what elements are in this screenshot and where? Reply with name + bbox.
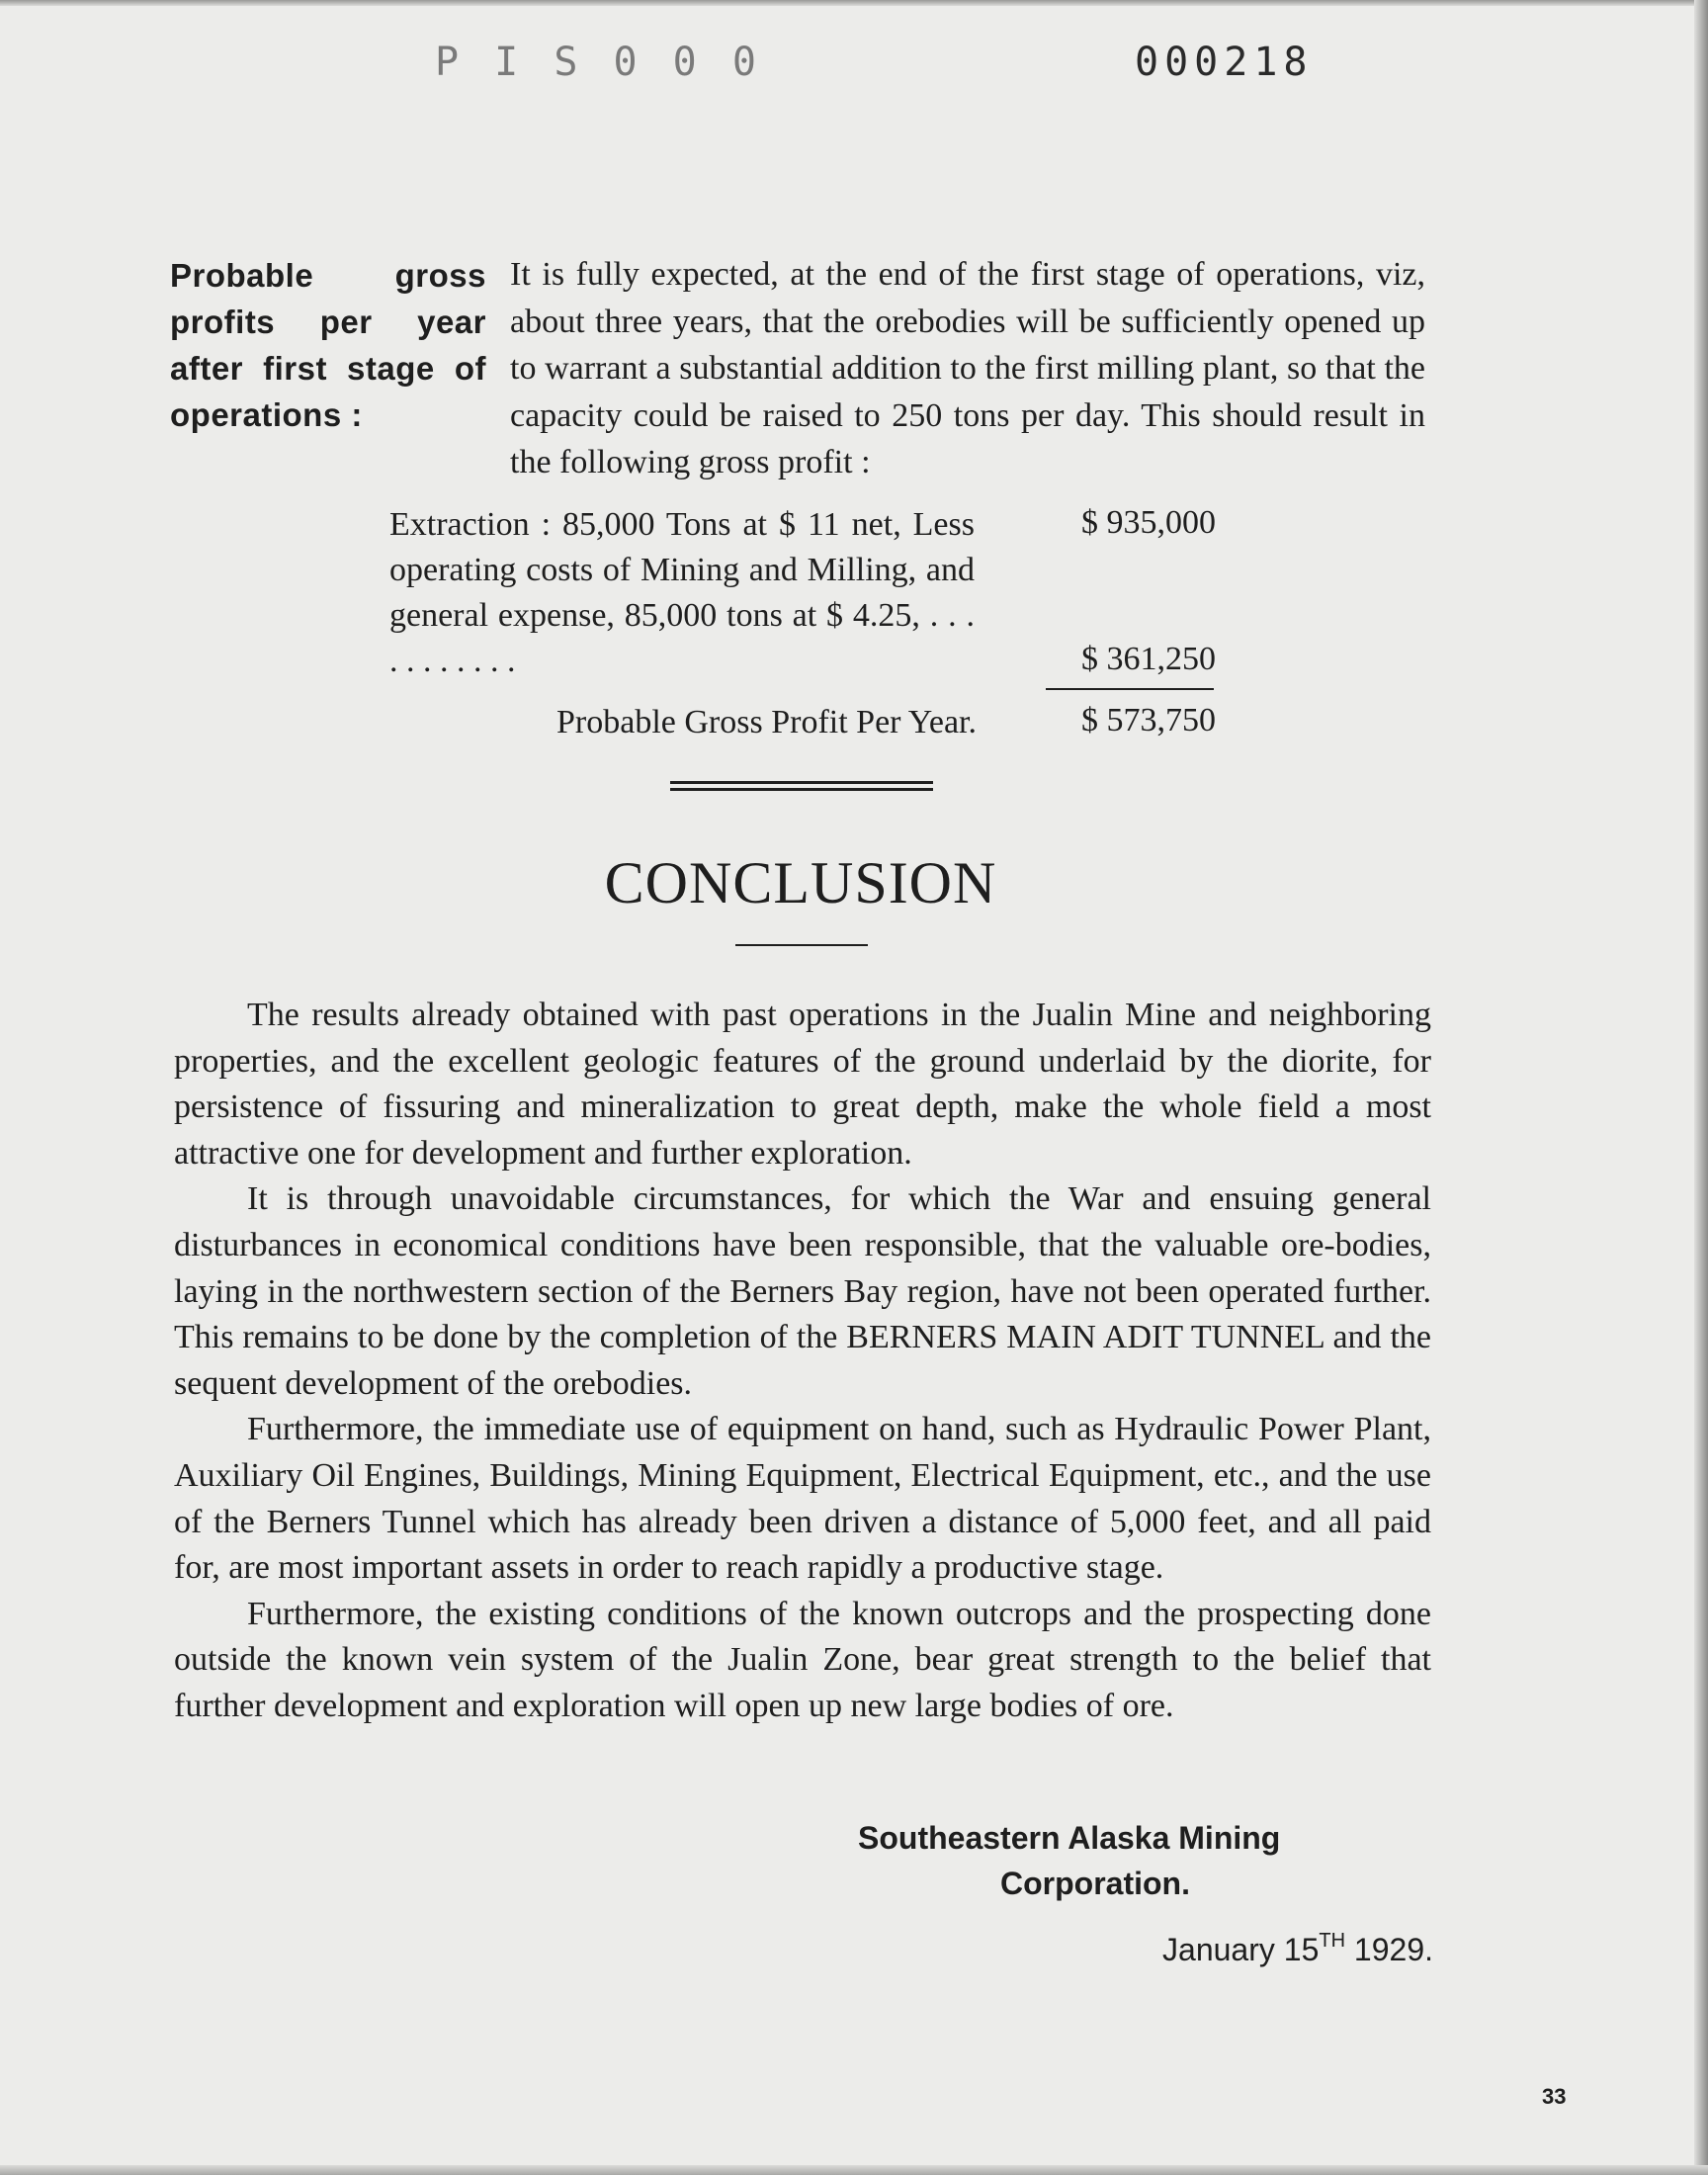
- intro-paragraph: It is fully expected, at the end of the first stage of operations, viz, about three years, that the orebodies will be sufficiently opened up to warrant a substantial addition to the first milling plant, so that the capacity could be raised to 250 tons per day. This should result in the following gross profit :: [510, 256, 1425, 480]
- conclusion-body: [174, 993, 1431, 1730]
- page-top-edge: [0, 0, 1708, 6]
- sum-rule: [1046, 688, 1214, 690]
- signature-line-1: Southeastern Alaska Mining: [858, 1820, 1281, 1856]
- date-year: 1929.: [1345, 1932, 1433, 1967]
- costs-amount: $ 361,250: [1081, 641, 1216, 677]
- conclusion-paragraph: It is through unavoidable circumstances, for which the War and ensuing general disturbances in economical conditions have been responsible, that the valuable ore-bodies, laying in the northwestern section of the Berners Bay region, have not been operated further. This remains to be done by the completion of the BERNERS MAIN ADIT TUNNEL and the sequent development of the orebodies.: [174, 1180, 1431, 1402]
- page-number: 33: [1542, 2084, 1567, 2109]
- conclusion-paragraph: The results already obtained with past operations in the Jualin Mine and neighboring properties, and the excellent geologic features of the ground underlaid by the diorite, for persistence of fissuring and mineralization to great depth, make the whole field a most attractive one for development and further exploration.: [174, 997, 1431, 1172]
- total-amount: $ 573,750: [1081, 702, 1216, 739]
- calculation-description: Extraction : 85,000 Tons at $ 11 net, Less operating costs of Mining and Milling, and general expense, 85,000 tons at $ 4.25, . . . . . . . . . . .: [389, 506, 975, 679]
- signature-line-2: Corporation.: [1000, 1866, 1190, 1901]
- conclusion-paragraph: Furthermore, the immediate use of equipment on hand, such as Hydraulic Power Plant, Auxiliary Oil Engines, Buildings, Mining Equipment, Electrical Equipment, etc., and the use of the Berners Tunnel which has already been driven a distance of 5,000 feet, and all paid for, are most important assets in order to reach rapidly a productive stage.: [174, 1411, 1431, 1587]
- signature-block: [850, 1815, 1423, 1906]
- heading-underline: [735, 944, 868, 946]
- conclusion-paragraph: Furthermore, the existing conditions of the known outcrops and the prospecting done outside the known vein system of the Jualin Zone, bear great strength to the belief that further development and exploration will open up new large bodies of ore.: [174, 1595, 1431, 1724]
- section-divider: [670, 781, 933, 791]
- archive-stamp-mark: P I S 0 0 0: [435, 40, 762, 85]
- date-ordinal: TH: [1319, 1930, 1346, 1952]
- side-heading: Probable gross profits per year after first stage of operations :: [170, 257, 486, 433]
- conclusion-heading: CONCLUSION: [604, 850, 997, 915]
- document-date: [1068, 1918, 1433, 1972]
- total-label: Probable Gross Profit Per Year.: [556, 704, 977, 740]
- date-prefix: January 15: [1162, 1932, 1320, 1967]
- document-number-stamp: 000218: [1135, 40, 1314, 85]
- page-right-edge: [1694, 0, 1708, 2175]
- extraction-amount: $ 935,000: [1081, 504, 1216, 541]
- page-bottom-edge: [0, 2165, 1708, 2175]
